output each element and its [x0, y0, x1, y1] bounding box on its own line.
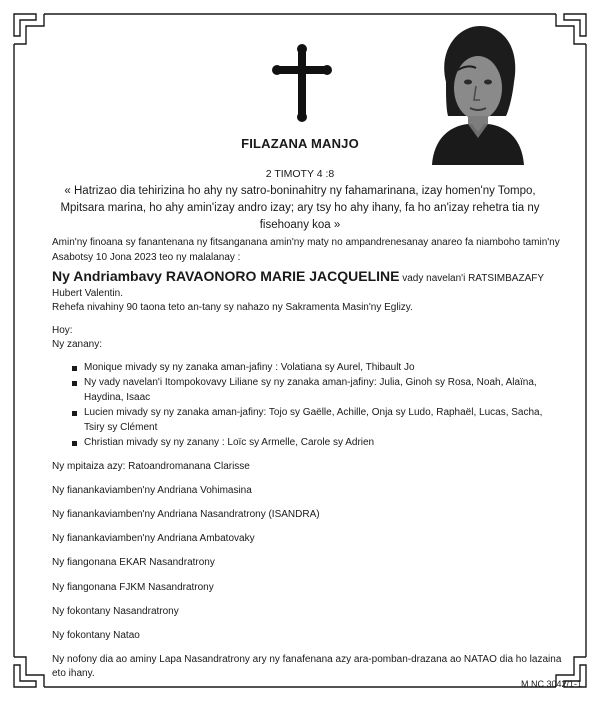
cross-icon	[272, 44, 332, 122]
list-item: Ny fiangonana EKAR Nasandratrony	[52, 557, 215, 569]
children-list	[52, 361, 562, 451]
list-item: Ny vady navelan'i Itompokovavy Liliane sy ny zanaka aman-jafiny: Julia, Ginoh sy Rosa, Noah, Alaïna, Haydina, Isaac	[52, 376, 562, 405]
list-item: Christian mivady sy ny zanany : Loïc sy Armelle, Carole sy Adrien	[52, 436, 562, 451]
list-item: Ny mpitaiza azy: Ratoandromanana Clarisse	[52, 461, 250, 473]
list-item: Ny fokontany Nasandratrony	[52, 605, 179, 617]
deceased-name: Ny Andriambavy RAVAONORO MARIE JACQUELINE	[52, 268, 400, 284]
intro-text: Amin'ny finoana sy fanantenana ny fitsanganana amin'ny maty no ampandrenesanay anareo fa niamboho tamin'ny Asabotsy 10 Jona 2023 teo ny malalanay :	[52, 237, 560, 263]
deceased-line	[52, 269, 562, 287]
family-entries	[52, 460, 562, 682]
spouse-name-cont: Hubert Valentin.	[52, 287, 123, 299]
spouse-text: vady navelan'i RATSIMBAZAFY	[399, 273, 545, 284]
reference-code: M NC 3042/1-1	[520, 679, 582, 689]
closing-text: Ny nofony dia ao aminy Lapa Nasandratrony ary ny fanafenana azy ara-pomban-drazana ao NATAO dia ho lazaina eto ihany.	[52, 653, 562, 680]
list-item: Lucien mivady sy ny zanaka aman-jafiny: Tojo sy Gaëlle, Achille, Onja sy Ludo, Raphaël, Lucas, Sacha, Tsiry sy Clément	[52, 406, 562, 435]
list-item: Ny fianankaviamben'ny Andriana Nasandratrony (ISANDRA)	[52, 509, 320, 521]
hoy-label: Hoy:	[52, 324, 73, 336]
list-item: Ny fianankaviamben'ny Andriana Vohimasina	[52, 485, 252, 497]
list-item: Ny fokontany Natao	[52, 629, 140, 641]
scripture-reference: 2 TIMOTY 4 :8	[265, 168, 335, 180]
list-item: Monique mivady sy ny zanaka aman-jafiny : Volatiana sy Aurel, Thibault Jo	[52, 361, 562, 376]
list-item: Ny fiangonana FJKM Nasandratrony	[52, 581, 214, 593]
list-item: Ny fianankaviamben'ny Andriana Ambatovaky	[52, 533, 255, 545]
children-label: Ny zanany:	[52, 339, 103, 350]
announcement-body	[52, 236, 562, 682]
age-text: Rehefa nivahiny 90 taona teto an-tany sy nahazo ny Sakramenta Masin'ny Eglizy.	[52, 302, 413, 313]
scripture-verse: « Hatrizao dia tehirizina ho ahy ny satro-boninahitry ny fahamarinana, izay homen'ny Tompo, Mpitsara marina, ho ahy amin'izay andro izay; ary tsy ho ahy ihany, fa ho an'izay rehetra tia ny fisehoany koa »	[60, 185, 540, 231]
page-title: FILAZANA MANJO	[241, 136, 359, 151]
